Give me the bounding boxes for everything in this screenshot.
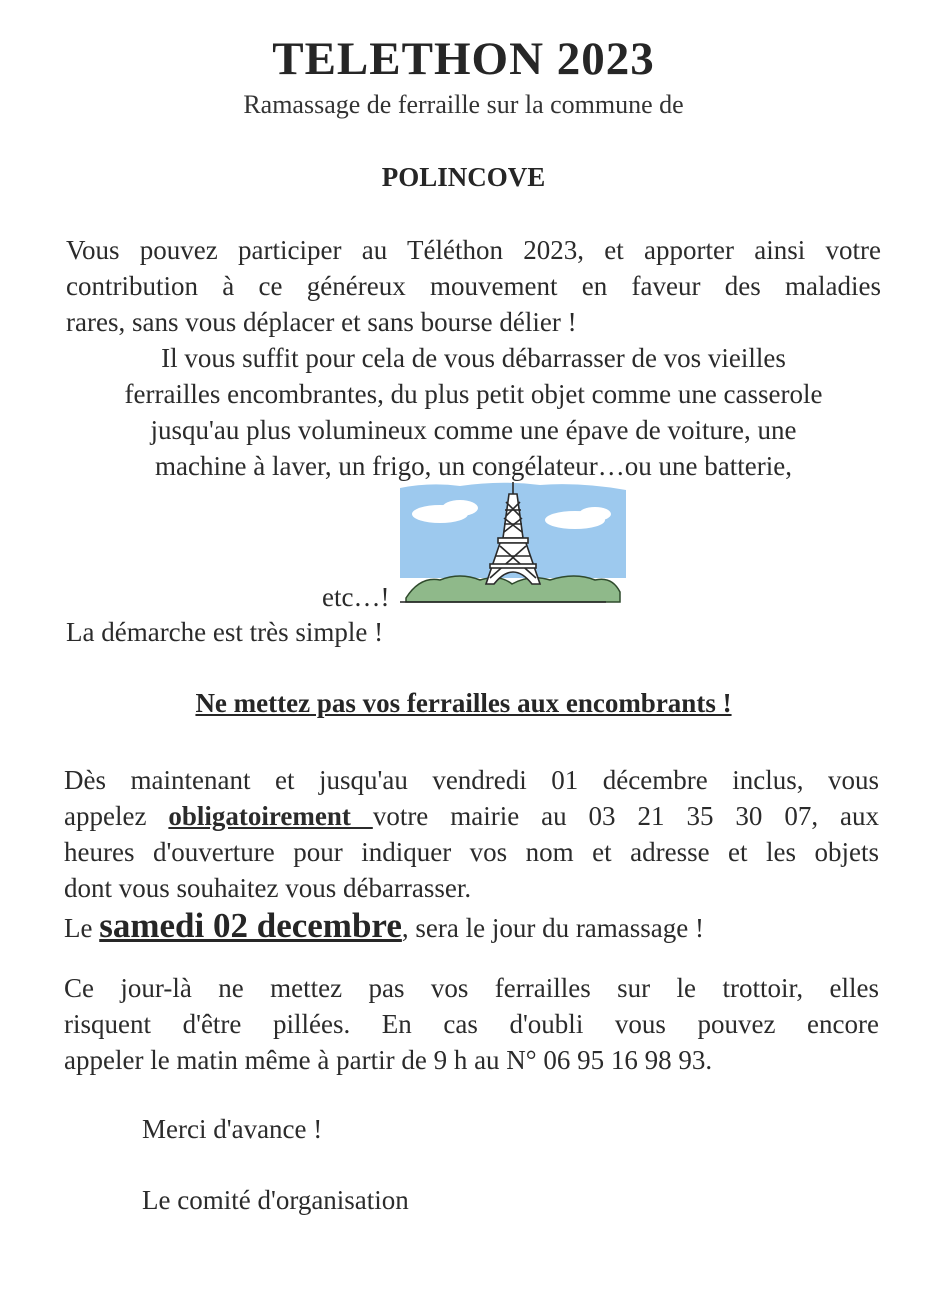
instructions-line: dont vous souhaitez vous débarrasser. <box>64 873 472 903</box>
instructions-line: heures d'ouverture pour indiquer vos nom et adresse et les objets <box>64 837 879 867</box>
pickup-date-line <box>64 906 704 946</box>
mandatory-emphasis: obligatoirement <box>168 801 373 831</box>
pickup-prefix: Le <box>64 913 100 943</box>
subtitle: Ramassage de ferraille sur la commune de <box>243 90 684 119</box>
details-line: Il vous suffit pour cela de vous débarrasser de vos vieilles <box>161 343 786 373</box>
commune-name: POLINCOVE <box>381 162 546 192</box>
intro-line: contribution à ce généreux mouvement en faveur des maladies <box>66 271 881 301</box>
instructions-text: votre mairie au 03 21 35 30 07, aux <box>372 801 879 831</box>
signature-text: Le comité d'organisation <box>142 1185 409 1215</box>
cloud-shape <box>579 507 611 521</box>
caution-line: Ce jour-là ne mettez pas vos ferrailles sur le trottoir, elles <box>64 973 879 1003</box>
page-title: TELETHON 2023 <box>272 33 655 85</box>
pickup-date: samedi 02 decembre <box>99 906 402 945</box>
intro-line: rares, sans vous déplacer et sans bourse délier ! <box>66 307 577 337</box>
caution-line: appeler le matin même à partir de 9 h au N° 06 95 16 98 93. <box>64 1045 713 1075</box>
simple-procedure-text: La démarche est très simple ! <box>66 617 384 647</box>
grass-shape <box>406 576 620 602</box>
eiffel-tower-illustration <box>400 480 626 608</box>
intro-line: Vous pouvez participer au Téléthon 2023, et apporter ainsi votre <box>66 235 881 265</box>
pickup-suffix: , sera le jour du ramassage ! <box>401 913 705 943</box>
cloud-shape <box>442 500 478 516</box>
etc-text: etc…! <box>322 582 390 612</box>
caution-paragraph <box>64 970 879 1078</box>
caution-line: risquent d'être pillées. En cas d'oubli vous pouvez encore <box>64 1009 879 1039</box>
instructions-text: appelez <box>64 801 169 831</box>
warning-heading: Ne mettez pas vos ferrailles aux encombrants ! <box>195 688 732 718</box>
details-line: jusqu'au plus volumineux comme une épave de voiture, une <box>150 415 797 445</box>
details-line: ferrailles encombrantes, du plus petit objet comme une casserole <box>124 379 823 409</box>
instructions-paragraph <box>64 762 879 906</box>
instructions-line: Dès maintenant et jusqu'au vendredi 01 décembre inclus, vous <box>64 765 879 795</box>
details-paragraph <box>66 340 881 484</box>
thanks-text: Merci d'avance ! <box>142 1114 323 1144</box>
eiffel-tower-icon <box>400 480 626 608</box>
instructions-line <box>64 798 879 834</box>
details-line: machine à laver, un frigo, un congélateur…ou une batterie, <box>155 451 792 481</box>
intro-paragraph <box>66 232 881 340</box>
